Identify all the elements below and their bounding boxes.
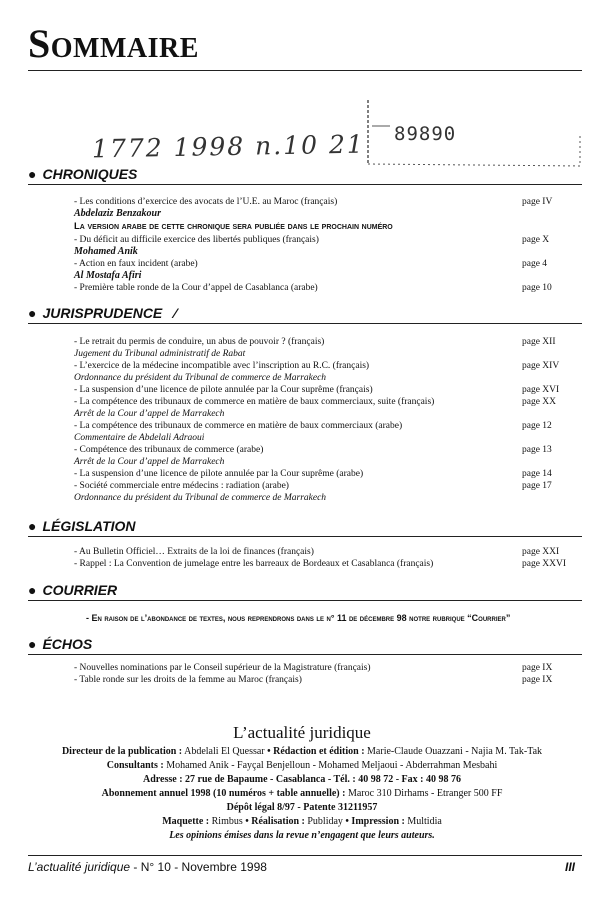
toc-entry: - Au Bulletin Officiel… Extraits de la loi de finances (français) <box>74 547 314 557</box>
toc-page-ref: page 12 <box>522 421 552 431</box>
toc-page-ref: page XVI <box>522 385 560 395</box>
masthead-direction <box>0 745 604 758</box>
masthead-subscription <box>0 787 604 800</box>
section-legislation-rule <box>28 536 582 537</box>
section-legislation <box>28 518 136 534</box>
section-courrier-rule <box>28 600 582 601</box>
footer-divider <box>28 855 582 856</box>
toc-source: Ordonnance du président du Tribunal de commerce de Marrakech <box>74 493 327 503</box>
toc-page-ref: page IX <box>522 663 553 673</box>
bullet-icon: ● <box>28 305 37 321</box>
masthead-imp-label: • Impression : <box>345 816 405 827</box>
toc-page-ref: page XIV <box>522 361 560 371</box>
masthead-maq-label: Maquette : <box>162 816 210 827</box>
masthead-real-label: • Réalisation : <box>245 816 305 827</box>
section-echos-rule <box>28 654 582 655</box>
masthead-title: L’actualité juridique <box>233 723 371 742</box>
footer-issue: - N° 10 - Novembre 1998 <box>130 860 267 874</box>
title-divider <box>28 70 582 71</box>
toc-entry: - La suspension d’une licence de pilote annulée par la Cour suprême (français) <box>74 385 373 395</box>
masthead-cons-value: Mohamed Anik - Fayçal Benjelloun - Mohamed Meljaoui - Abderrahman Mesbahi <box>166 760 498 771</box>
page-number: III <box>565 860 576 874</box>
toc-page-ref: page IX <box>522 675 553 685</box>
toc-page-ref: page X <box>522 235 550 245</box>
toc-author: Al Mostafa Afiri <box>74 270 142 281</box>
section-jurisprudence-heading: JURISPRUDENCE <box>42 305 163 321</box>
toc-entry: - Compétence des tribunaux de commerce (arabe) <box>74 445 264 455</box>
handwritten-annotation: 1772 1998 n.10 21 <box>91 129 365 164</box>
toc-source: Jugement du Tribunal administratif de Rabat <box>74 349 246 359</box>
section-chroniques-rule <box>28 184 582 185</box>
toc-page-ref: page XXVI <box>522 559 567 569</box>
toc-author: Abdelaziz Benzakour <box>74 208 161 219</box>
toc-source: Arrêt de la Cour d’appel de Marrakech <box>74 409 225 419</box>
archive-stamp-number: 89890 <box>394 123 457 145</box>
bullet-icon: ● <box>28 636 37 652</box>
toc-entry: - Action en faux incident (arabe) <box>74 259 198 269</box>
section-jurisprudence-rule <box>28 323 582 324</box>
footer-journal <box>28 860 267 874</box>
toc-author: Mohamed Anik <box>74 246 138 257</box>
toc-entry: - Les conditions d’exercice des avocats de l’U.E. au Maroc (français) <box>74 197 338 207</box>
masthead-real-value: Publiday <box>307 816 343 827</box>
toc-source: Commentaire de Abdelali Adraoui <box>74 433 205 443</box>
section-echos-heading: ÉCHOS <box>42 636 93 652</box>
toc-entry: - Société commerciale entre médecins : radiation (arabe) <box>74 481 289 491</box>
page-title: Sommaire <box>28 21 199 66</box>
toc-page-ref: page XX <box>522 397 557 407</box>
toc-entry: - Première table ronde de la Cour d’appel de Casablanca (arabe) <box>74 283 318 293</box>
toc-page-ref: page 14 <box>522 469 552 479</box>
toc-entry: - Rappel : La Convention de jumelage entre les barreaux de Bordeaux et Casablanca (français) <box>74 559 434 569</box>
masthead-abo-label: Abonnement annuel 1998 (10 numéros + table annuelle) : <box>101 788 346 799</box>
courrier-notice: - En raison de l’abondance de textes, nous reprendrons dans le n° 11 de décembre 98 notre rubrique “Courrier” <box>86 613 511 623</box>
toc-entry: - Table ronde sur les droits de la femme au Maroc (français) <box>74 675 302 685</box>
masthead-dir-value: Abdelali El Quessar <box>184 746 265 757</box>
section-echos <box>28 636 92 652</box>
masthead-dir-label: Directeur de la publication : <box>61 746 183 757</box>
toc-entry: - Nouvelles nominations par le Conseil supérieur de la Magistrature (français) <box>74 663 371 673</box>
toc-entry: - La suspension d’une licence de pilote annulée par la Cour suprême (arabe) <box>74 469 364 479</box>
masthead-address: Adresse : 27 rue de Bapaume - Casablanca - Tél. : 40 98 72 - Fax : 40 98 76 <box>143 774 461 785</box>
toc-entry: - L’exercice de la médecine incompatible avec l’inscription au R.C. (français) <box>74 361 370 371</box>
masthead-imp-value: Multidia <box>407 816 442 827</box>
toc-page-ref: page 17 <box>522 481 552 491</box>
masthead-red-label: • Rédaction et édition : <box>267 746 365 757</box>
masthead-consultants <box>0 759 604 772</box>
toc-note: La version arabe de cette chronique sera publiée dans le prochain numéro <box>74 221 393 232</box>
toc-entry: - La compétence des tribunaux de commerce en matière de baux commerciaux, suite (français) <box>74 397 435 407</box>
masthead-disclaimer: Les opinions émises dans la revue n’engagent que leurs auteurs. <box>169 830 435 841</box>
masthead-cons-label: Consultants : <box>106 760 164 771</box>
section-jurisprudence <box>28 305 177 321</box>
masthead-abo-value: Maroc 310 Dirhams - Etranger 500 FF <box>347 788 503 799</box>
section-legislation-heading: LÉGISLATION <box>42 518 136 534</box>
toc-page-ref: page XXI <box>522 547 560 557</box>
section-courrier <box>28 582 117 598</box>
section-chroniques <box>28 166 137 182</box>
toc-entry: - Le retrait du permis de conduire, un abus de pouvoir ? (français) <box>74 337 325 347</box>
masthead-maq-value: Rimbus <box>211 816 243 827</box>
toc-entry: - Du déficit au difficile exercice des libertés publiques (français) <box>74 235 319 245</box>
masthead-red-value: Marie-Claude Ouazzani - Najia M. Tak-Tak <box>367 746 543 757</box>
footer-journal-name: L’actualité juridique <box>28 860 131 874</box>
bullet-icon: ● <box>28 166 37 182</box>
toc-source: Ordonnance du président du Tribunal de commerce de Marrakech <box>74 373 327 383</box>
toc-page-ref: page IV <box>522 197 553 207</box>
toc-page-ref: page 13 <box>522 445 552 455</box>
masthead-production <box>0 815 604 828</box>
handwritten-mark: ⁄ <box>174 305 177 321</box>
toc-page-ref: page 10 <box>522 283 552 293</box>
masthead-legal-deposit: Dépôt légal 8/97 - Patente 31211957 <box>226 802 378 813</box>
section-courrier-heading: COURRIER <box>42 582 118 598</box>
toc-page-ref: page 4 <box>522 259 548 269</box>
toc-entry: - La compétence des tribunaux de commerce en matière de baux commerciaux (arabe) <box>74 421 403 431</box>
toc-source: Arrêt de la Cour d’appel de Marrakech <box>74 457 225 467</box>
bullet-icon: ● <box>28 582 37 598</box>
section-chroniques-heading: CHRONIQUES <box>42 166 138 182</box>
toc-page-ref: page XII <box>522 337 556 347</box>
bullet-icon: ● <box>28 518 37 534</box>
